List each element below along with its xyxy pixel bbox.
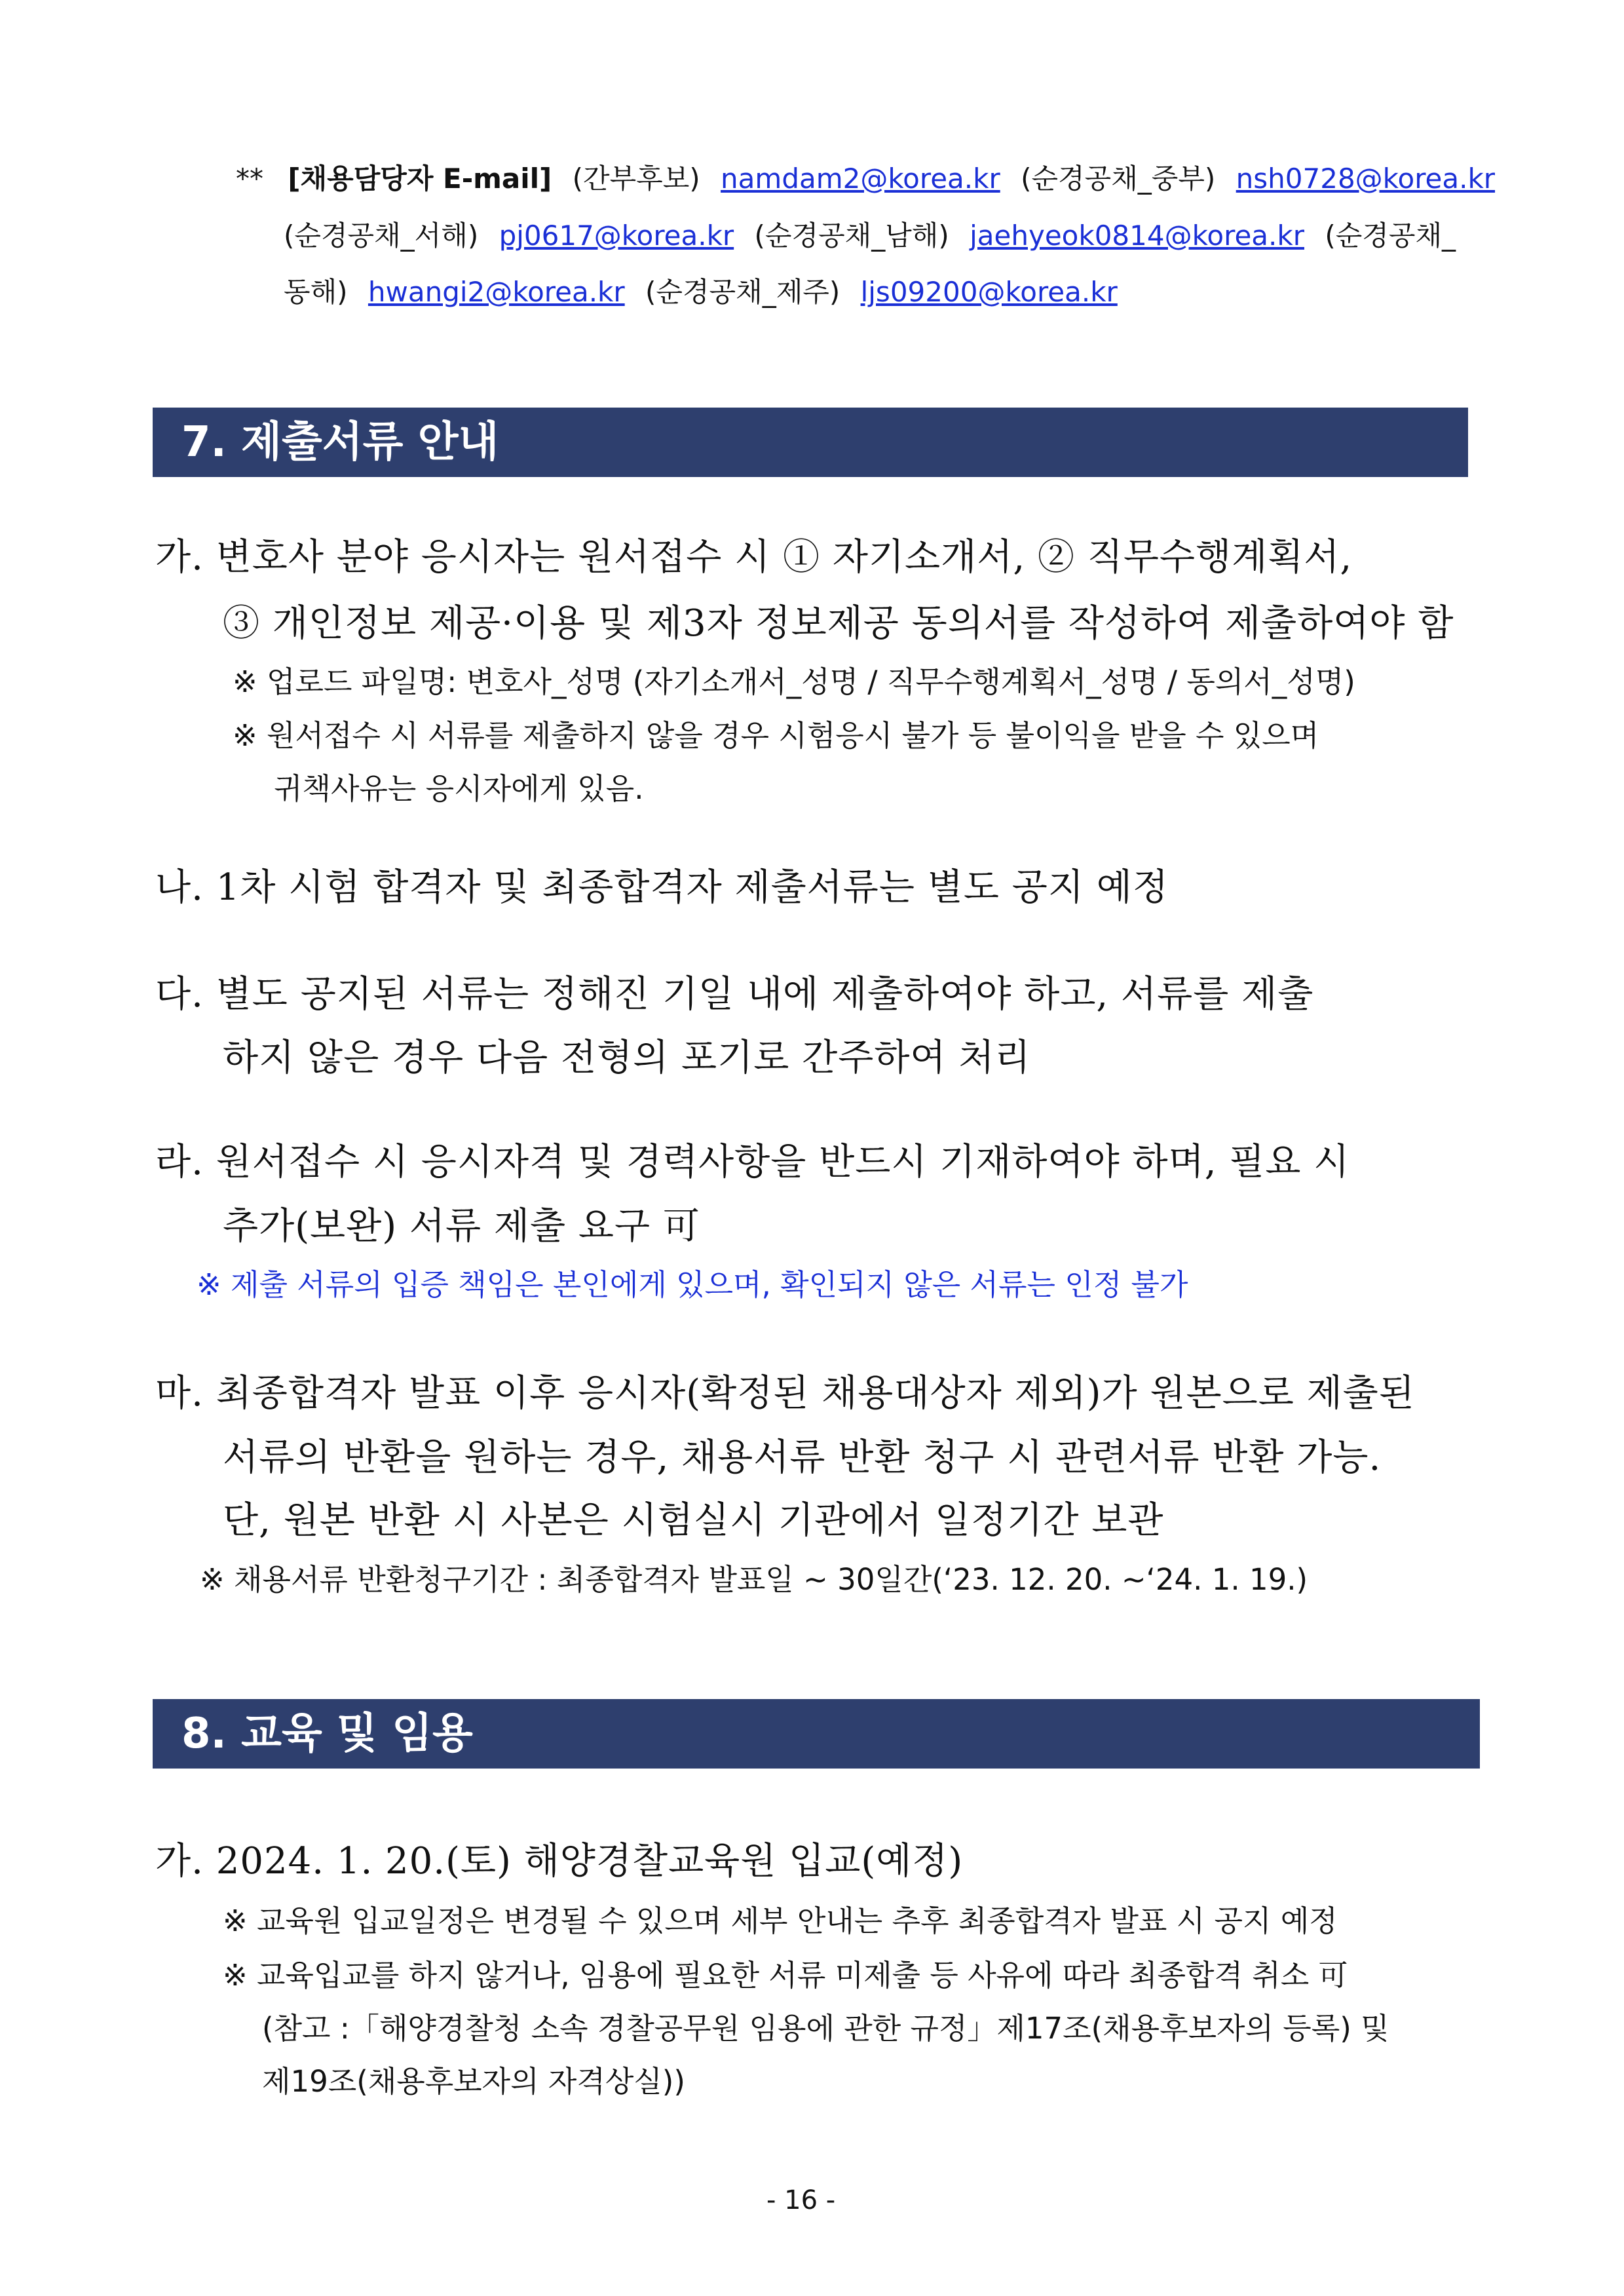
item-8-ga-note2-line1: ※ 교육입교를 하지 않거나, 임용에 필요한 서류 미제출 등 사유에 따라 최종합격 취소 可 <box>223 1958 1348 1993</box>
item-da-line1: 다. 별도 공지된 서류는 정해진 기일 내에 제출하여야 하고, 서류를 제출 <box>155 973 1314 1016</box>
contact-prefix: ** <box>236 163 263 195</box>
contact-line-2 <box>284 214 1456 254</box>
section-title: 8. 교육 및 임용 <box>181 1710 473 1758</box>
contact-label: (순경공채_남해) <box>754 220 949 252</box>
item-na-line1: 나. 1차 시험 합격자 및 최종합격자 제출서류는 별도 공지 예정 <box>155 866 1169 909</box>
item-ma-line2: 서류의 반환을 원하는 경우, 채용서류 반환 청구 시 관련서류 반환 가능. <box>223 1436 1382 1479</box>
item-ra-note: ※ 제출 서류의 입증 책임은 본인에게 있으며, 확인되지 않은 서류는 인정 불가 <box>197 1267 1188 1302</box>
item-ga-note2-line1: ※ 원서접수 시 서류를 제출하지 않을 경우 시험응시 불가 등 불이익을 받을 수 있으며 <box>233 718 1319 753</box>
item-da-line2: 하지 않은 경우 다음 전형의 포기로 간주하여 처리 <box>223 1037 1031 1079</box>
item-ra-line1: 라. 원서접수 시 응시자격 및 경력사항을 반드시 기재하여야 하며, 필요 시 <box>155 1141 1350 1183</box>
item-ma-line1: 마. 최종합격자 발표 이후 응시자(확정된 채용대상자 제외)가 원본으로 제출된 <box>155 1372 1415 1415</box>
item-ga-line2: ③ 개인정보 제공·이용 및 제3자 정보제공 동의서를 작성하여 제출하여야 함 <box>223 602 1454 645</box>
item-8-ga-note1: ※ 교육원 입교일정은 변경될 수 있으며 세부 안내는 추후 최종합격자 발표 시 공지 예정 <box>223 1904 1338 1938</box>
item-ra-line2: 추가(보완) 서류 제출 요구 可 <box>223 1205 700 1248</box>
section-header-7 <box>153 408 1468 477</box>
email-link[interactable]: hwangi2@korea.kr <box>368 276 625 308</box>
contact-label: (순경공채_ <box>1325 220 1456 252</box>
contact-line-1 <box>236 157 1495 197</box>
item-ga-note1: ※ 업로드 파일명: 변호사_성명 (자기소개서_성명 / 직무수행계획서_성명 / 동의서_성명) <box>233 664 1355 699</box>
contact-label: (순경공채_중부) <box>1021 163 1216 195</box>
email-link[interactable]: nsh0728@korea.kr <box>1236 163 1496 195</box>
contact-label: 동해) <box>284 276 348 308</box>
item-ma-note: ※ 채용서류 반환청구기간 : 최종합격자 발표일 ~ 30일간(‘23. 12. 20. ~‘24. 1. 19.) <box>200 1562 1308 1597</box>
contact-label: (간부후보) <box>572 163 700 195</box>
email-link[interactable]: ljs09200@korea.kr <box>860 276 1118 308</box>
contact-title: [채용담당자 E-mail] <box>288 163 552 195</box>
page-number: - 16 - <box>766 2185 836 2215</box>
item-8-ga-note2-line3: 제19조(채용후보자의 자격상실)) <box>262 2064 685 2099</box>
item-ga-line1: 가. 변호사 분야 응시자는 원서접수 시 ① 자기소개서, ② 직무수행계획서, <box>155 536 1353 579</box>
item-8-ga-note2-line2: (참고 :「해양경찰청 소속 경찰공무원 임용에 관한 규정」제17조(채용후보자의 등록) 및 <box>262 2011 1389 2046</box>
item-ma-line3: 단, 원본 반환 시 사본은 시험실시 기관에서 일정기간 보관 <box>223 1499 1164 1542</box>
item-8-ga-line1: 가. 2024. 1. 20.(토) 해양경찰교육원 입교(예정) <box>155 1840 964 1883</box>
email-link[interactable]: namdam2@korea.kr <box>721 163 1000 195</box>
contact-line-3 <box>284 271 1118 310</box>
email-link[interactable]: jaehyeok0814@korea.kr <box>970 220 1304 252</box>
item-ga-note2-line2: 귀책사유는 응시자에게 있음. <box>274 771 644 806</box>
email-link[interactable]: pj0617@korea.kr <box>499 220 734 252</box>
contact-label: (순경공채_제주) <box>645 276 840 308</box>
contact-label: (순경공채_서해) <box>284 220 479 252</box>
section-title: 7. 제출서류 안내 <box>181 418 499 467</box>
section-header-8 <box>153 1699 1480 1769</box>
